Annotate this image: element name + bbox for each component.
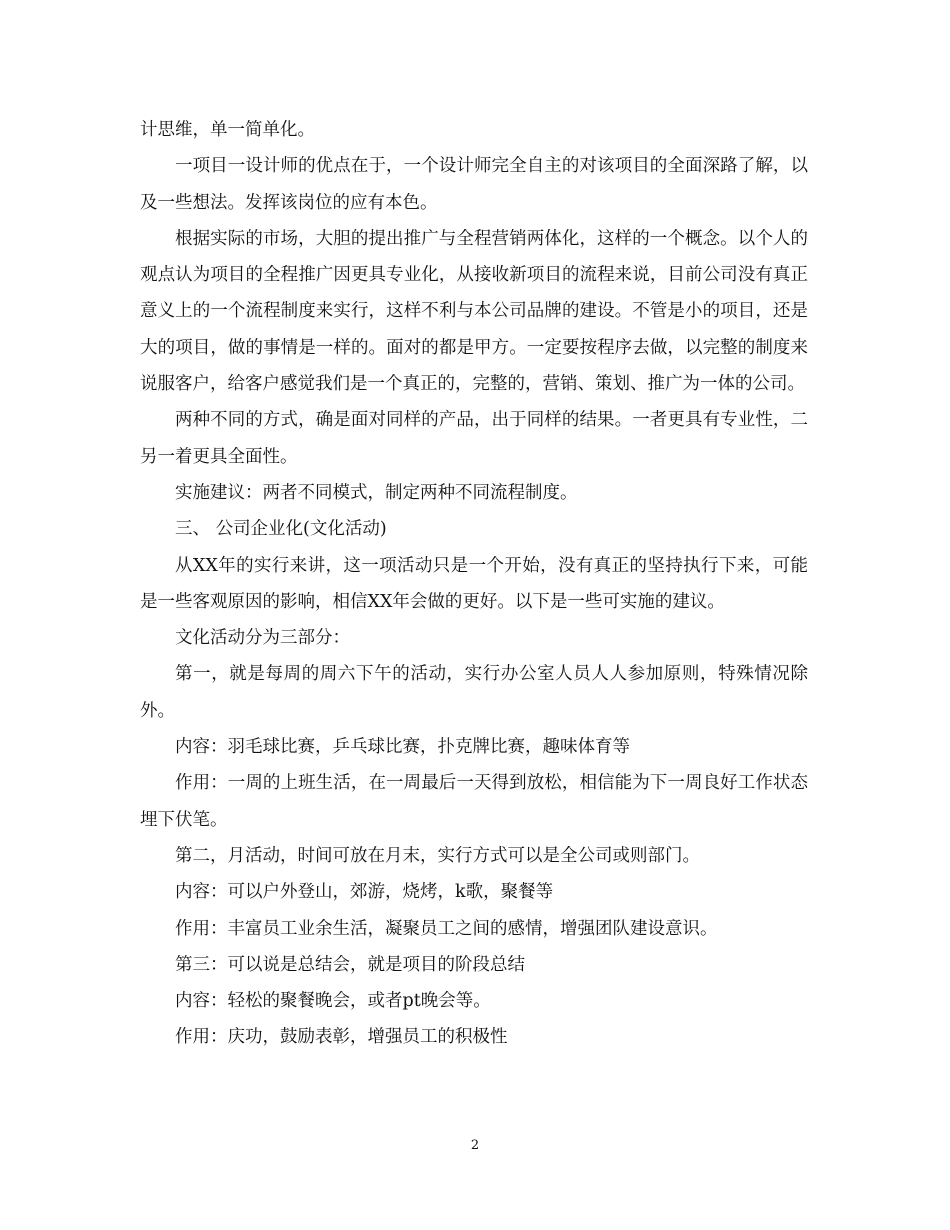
paragraph-11: 作用：一周的上班生活，在一周最后一天得到放松，相信能为下一周良好工作状态埋下伏笔。 [140, 773, 808, 830]
paragraph-12: 第二，月活动，时间可放在月末，实行方式可以是全公司或则部门。 [175, 845, 700, 866]
paragraph-10: 内容：羽毛球比赛，乒乓球比赛，扑克牌比赛，趣味体育等 [175, 737, 630, 758]
paragraph-1: 计思维，单一简单化。 [140, 120, 315, 140]
paragraph-4: 两种不同的方式，确是面对同样的产品，出于同样的结果。一者更具有专业性，二另一着更具全面性。 [140, 410, 808, 467]
paragraph-9: 第一，就是每周的周六下午的活动，实行办公室人员人人参加原则，特殊情况除外。 [140, 664, 808, 721]
paragraph-8: 文化活动分为三部分： [175, 628, 350, 649]
paragraph-13: 内容：可以户外登山，郊游，烧烤，k歌，聚餐等 [175, 882, 554, 903]
paragraph-2: 一项目一设计师的优点在于，一个设计师完全自主的对该项目的全面深路了解，以及一些想法。发挥该岗位的应有本色。 [140, 156, 808, 213]
paragraph-17: 作用：庆功，鼓励表彰，增强员工的积极性 [175, 1027, 508, 1048]
paragraph-15: 第三：可以说是总结会，就是项目的阶段总结 [175, 954, 525, 975]
paragraph-3: 根据实际的市场，大胆的提出推广与全程营销两体化，这样的一个概念。以个人的观点认为项目的全程推广因更具专业化，从接收新项目的流程来说，目前公司没有真正意义上的一个流程制度来实行，这样不利与本公司品牌的建设。不管是小的项目，还是大的项目，做的事情是一样的。面对的都是甲方。一定要按程序去做，以完整的制度来说服客户，给客户感觉我们是一个真正的，完整的，营销、策划、推广为一体的公司。 [140, 228, 808, 395]
section-heading-3: 三、 公司企业化(文化活动) [175, 519, 387, 540]
page-number: 2 [470, 1138, 480, 1153]
paragraph-16: 内容：轻松的聚餐晚会，或者pt晚会等。 [175, 991, 491, 1012]
paragraph-14: 作用：丰富员工业余生活，凝聚员工之间的感情，增强团队建设意识。 [175, 918, 718, 939]
paragraph-5: 实施建议：两者不同模式，制定两种不同流程制度。 [175, 482, 578, 503]
paragraph-7: 从XX年的实行来讲，这一项活动只是一个开始，没有真正的坚持执行下来，可能是一些客观原因的影响，相信XX年会做的更好。以下是一些可实施的建议。 [140, 555, 808, 612]
document-body [140, 112, 808, 1056]
